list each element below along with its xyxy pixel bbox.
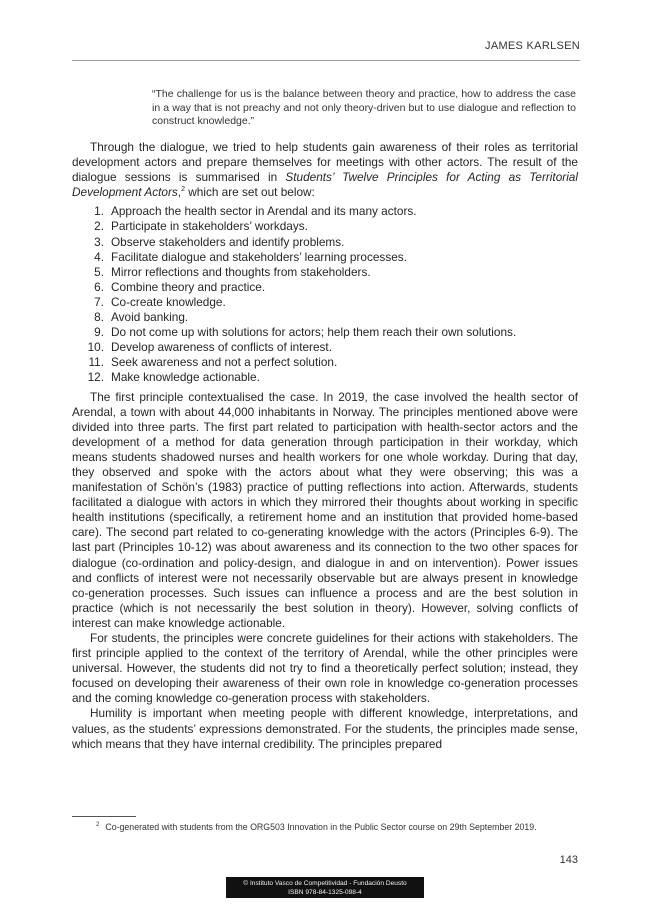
imprint-isbn: ISBN 978-84-1325-098-4 xyxy=(288,889,362,896)
imprint-box xyxy=(226,877,424,898)
principle-text: Avoid banking. xyxy=(111,310,189,325)
principle-text: Co-create knowledge. xyxy=(111,294,226,309)
principle-number: 2. xyxy=(94,219,104,234)
principle-number: 10. xyxy=(87,340,104,355)
principle-text: Develop awareness of conflicts of interest. xyxy=(111,340,332,355)
principles-title: Students’ Twelve Principles for Acting as Territorial Development Actors xyxy=(72,170,578,200)
principle-number: 1. xyxy=(94,204,104,219)
principle-item xyxy=(72,355,578,370)
principle-number: 6. xyxy=(94,279,104,294)
principle-number: 8. xyxy=(94,310,104,325)
principle-text: Observe stakeholders and identify problems. xyxy=(111,234,345,249)
principle-item xyxy=(72,325,578,340)
footnote-marker: 2 xyxy=(96,822,100,829)
principle-number: 5. xyxy=(94,264,104,279)
main-text xyxy=(72,140,578,752)
principle-item xyxy=(72,295,578,310)
body-paragraph-1: The first principle contextualised the case. In 2019, the case involved the health sector of Arendal, a town with about 44,000 inhabitants in Norway. The principles mentioned above were divided into three parts. The first part related to participation with health-sector actors and the development of a method for data generation through participation in their workday, which means students shadowed nurses and health workers for one whole workday. During that day, they observed and spoke with the actors about what they were observing; this was a manifestation of Schön’s (1983) practice of putting reflections into action. Afterwards, students facilitated a dialogue with actors in which they mirrored their thoughts about working in specific health institutions (specifically, a retirement home and an institution that provided home-based care). The second part related to co-generating knowledge with the actors (Principles 6-9). The last part (Principles 10-12) was about awareness and its connection to the two other spaces for dialogue (co-ordination and policy-design, and dialogue in and on intervention). Power issues and conflicts of interest were not necessarily observable but are always present in knowledge co-generation processes. Such issues can influence a process and are the best solution in practice (which is not necessarily the best solution in theory). However, solving conflicts of interest can make knowledge actionable. xyxy=(72,389,578,630)
footnote-text: Co-generated with students from the ORG503 Innovation in the Public Sector course on 29th September 2019. xyxy=(105,822,537,832)
principle-number: 9. xyxy=(94,325,104,340)
imprint-copyright: © Instituto Vasco de Competitividad - Fundación Deusto xyxy=(243,880,407,887)
intro-text-before: Through the dialogue, we tried to help students gain awareness of their roles as territorial development actors and prepare themselves for meetings with other actors. The result of the dialogue sessions is summarised in xyxy=(72,140,578,185)
principle-text: Seek awareness and not a perfect solution. xyxy=(111,355,338,370)
principle-item xyxy=(72,340,578,355)
principle-item xyxy=(72,265,578,280)
principle-text: Combine theory and practice. xyxy=(111,279,266,294)
principle-number: 7. xyxy=(94,294,104,309)
principle-item xyxy=(72,235,578,250)
principle-number: 3. xyxy=(94,234,104,249)
body-paragraph-2: For students, the principles were concrete guidelines for their actions with stakeholders. The first principle applied to the context of the territory of Arendal, while the other principles were universal. However, the students did not try to find a theoretically perfect solution; instead, they focused on developing their awareness of their own role in knowledge co-generation processes and the coming knowledge co-generation process with stakeholders. xyxy=(72,631,578,706)
principle-text: Participate in stakeholders’ workdays. xyxy=(111,219,308,234)
principle-number: 12. xyxy=(87,370,104,385)
principles-list xyxy=(72,204,578,385)
principle-item xyxy=(72,219,578,234)
intro-paragraph xyxy=(72,140,578,200)
block-quote: “The challenge for us is the balance between theory and practice, how to address the case in a way that is not preachy and not only theory-driven but to use dialogue and reflection to construct knowledge.” xyxy=(152,88,576,127)
principle-item xyxy=(72,310,578,325)
principle-text: Approach the health sector in Arendal and its many actors. xyxy=(111,204,417,219)
footnote-ref[interactable]: 2 xyxy=(181,186,185,194)
body-paragraph-3: Humility is important when meeting people with different knowledge, interpretations, and values, as the students’ expressions demonstrated. For the students, the principles made sense, which means that they have internal credibility. The principles prepared xyxy=(72,706,578,751)
principle-text: Do not come up with solutions for actors; help them reach their own solutions. xyxy=(111,325,517,340)
principle-text: Mirror reflections and thoughts from stakeholders. xyxy=(111,264,371,279)
principle-item xyxy=(72,280,578,295)
intro-comma: , xyxy=(177,185,182,200)
principle-item xyxy=(72,250,578,265)
header-rule xyxy=(72,60,580,61)
principle-item xyxy=(72,370,578,385)
principle-text: Make knowledge actionable. xyxy=(111,370,260,385)
principle-text: Facilitate dialogue and stakeholders’ learning processes. xyxy=(111,249,407,264)
intro-text-after: which are set out below: xyxy=(184,185,315,200)
principle-number: 4. xyxy=(94,249,104,264)
footnote xyxy=(96,822,576,833)
footnote-rule xyxy=(72,816,136,817)
principle-item xyxy=(72,204,578,219)
page-number: 143 xyxy=(559,854,578,866)
running-head: JAMES KARLSEN xyxy=(485,40,580,52)
principle-number: 11. xyxy=(88,355,104,370)
